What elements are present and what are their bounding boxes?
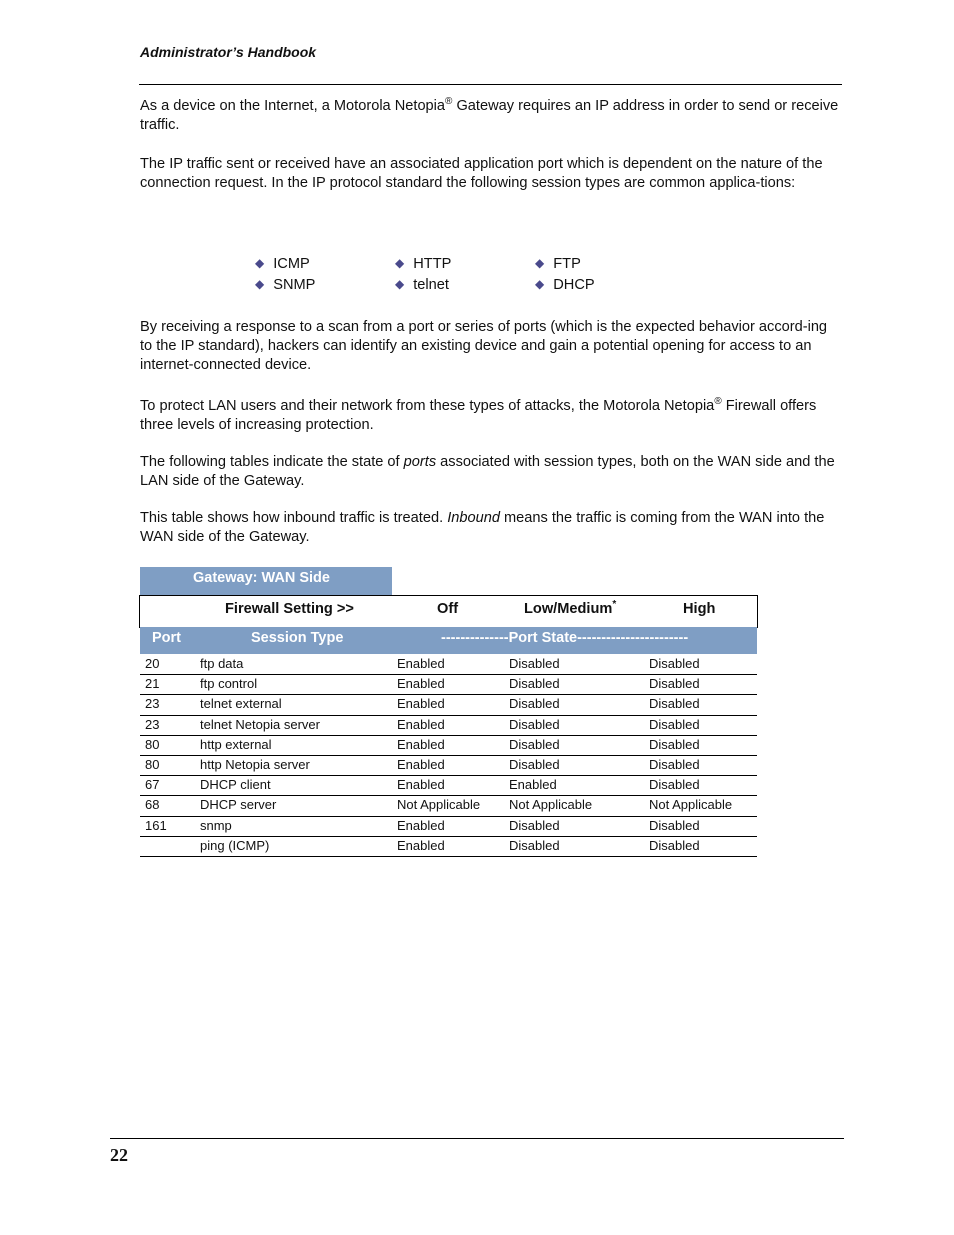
state-high-cell: Disabled [649, 696, 700, 712]
port-cell: 23 [145, 716, 160, 732]
level-high: High [683, 601, 716, 617]
session-type-cell: http external [200, 736, 272, 752]
state-off-cell: Enabled [397, 696, 445, 712]
list-item: ◆ DHCP [535, 277, 595, 293]
diamond-bullet-icon: ◆ [535, 277, 545, 291]
running-header: Administrator’s Handbook [140, 44, 317, 60]
session-type-cell: ping (ICMP) [200, 837, 270, 853]
state-off-cell: Enabled [397, 777, 445, 793]
list-item: ◆ telnet [395, 277, 449, 293]
state-high-cell: Disabled [649, 777, 700, 793]
state-low-medium-cell: Disabled [509, 837, 560, 853]
state-high-cell: Disabled [649, 716, 700, 732]
port-cell: 68 [145, 797, 160, 813]
port-cell: 80 [145, 756, 160, 772]
list-item: ◆ FTP [535, 256, 581, 272]
port-cell: 23 [145, 696, 160, 712]
state-high-cell: Disabled [649, 837, 700, 853]
port-cell: 20 [145, 656, 160, 671]
list-item: ◆ ICMP [255, 256, 310, 272]
table-row [140, 776, 757, 796]
session-type-cell: snmp [200, 817, 232, 833]
state-off-cell: Not Applicable [397, 797, 481, 813]
port-cell: 80 [145, 736, 160, 752]
footer-rule [110, 1138, 844, 1139]
state-high-cell: Disabled [649, 656, 700, 671]
list-item: ◆ HTTP [395, 256, 452, 272]
port-cell: 21 [145, 676, 160, 692]
state-low-medium-cell: Disabled [509, 696, 560, 712]
wan-port-table [140, 655, 757, 857]
paragraph-inbound: This table shows how inbound traffic is treated. Inbound means the traffic is coming from the WAN into the WAN side of the Gateway. [140, 510, 825, 545]
paragraph-intro: As a device on the Internet, a Motorola Netopia® Gateway requires an IP address in order to send or receive traffic. [140, 96, 839, 133]
state-low-medium-cell: Not Applicable [509, 797, 593, 813]
header-rule [139, 84, 842, 85]
port-cell: 161 [145, 817, 167, 833]
state-high-cell: Disabled [649, 676, 700, 692]
diamond-bullet-icon: ◆ [395, 256, 405, 270]
paragraph-scan: By receiving a response to a scan from a port or series of ports (which is the expected behavior accord-ing to the IP standard), hackers can identify an existing device and gain a potential opening for access to an internet-connected device. [140, 319, 828, 373]
state-high-cell: Disabled [649, 817, 700, 833]
session-type-cell: http Netopia server [200, 756, 310, 772]
session-type-cell: ftp control [200, 676, 258, 692]
table-row [140, 695, 757, 715]
state-low-medium-cell: Disabled [509, 676, 560, 692]
diamond-bullet-icon: ◆ [395, 277, 405, 291]
session-type-cell: telnet external [200, 696, 282, 712]
state-low-medium-cell: Disabled [509, 817, 560, 833]
session-type-cell: DHCP server [200, 797, 277, 813]
paragraph-ports: The IP traffic sent or received have an associated application port which is dependent on the nature of the connection request. In the IP protocol standard the following session types are common applica-tions: [140, 156, 823, 191]
table-row [140, 817, 757, 837]
paragraph-tables: The following tables indicate the state of ports associated with session types, both on the WAN side and the LAN side of the Gateway. [140, 454, 835, 489]
col-state-header: --------------Port State----------------------- [441, 630, 689, 646]
session-type-cell: telnet Netopia server [200, 716, 320, 732]
state-low-medium-cell: Disabled [509, 736, 560, 752]
state-high-cell: Disabled [649, 756, 700, 772]
table-title-tab: Gateway: WAN Side [140, 567, 392, 595]
col-port-header: Port [152, 630, 181, 646]
session-type-cell: ftp data [200, 656, 244, 671]
diamond-bullet-icon: ◆ [255, 256, 265, 270]
diamond-bullet-icon: ◆ [255, 277, 265, 291]
level-off: Off [437, 601, 459, 617]
firewall-setting-row [139, 595, 758, 628]
state-off-cell: Enabled [397, 837, 445, 853]
table-row [140, 796, 757, 816]
table-row [140, 756, 757, 776]
state-high-cell: Not Applicable [649, 797, 733, 813]
page-number: 22 [110, 1145, 128, 1165]
state-off-cell: Enabled [397, 676, 445, 692]
port-cell: 67 [145, 777, 160, 793]
state-off-cell: Enabled [397, 716, 445, 732]
state-high-cell: Disabled [649, 736, 700, 752]
level-low-medium: Low/Medium* [524, 599, 617, 617]
state-low-medium-cell: Disabled [509, 756, 560, 772]
state-off-cell: Enabled [397, 817, 445, 833]
col-session-header: Session Type [251, 630, 344, 646]
state-off-cell: Enabled [397, 756, 445, 772]
state-off-cell: Enabled [397, 736, 445, 752]
firewall-setting-label: Firewall Setting >> [225, 601, 354, 617]
state-low-medium-cell: Enabled [509, 777, 557, 793]
state-low-medium-cell: Disabled [509, 716, 560, 732]
list-item: ◆ SNMP [255, 277, 316, 293]
state-off-cell: Enabled [397, 656, 445, 671]
table-header-row [140, 627, 757, 654]
table-row [140, 716, 757, 736]
paragraph-protect: To protect LAN users and their network from these types of attacks, the Motorola Netopia® Firewall offers three levels of increasing protection. [140, 396, 817, 433]
session-type-cell: DHCP client [200, 777, 271, 793]
table-row [140, 655, 757, 675]
table-row [140, 736, 757, 756]
diamond-bullet-icon: ◆ [535, 256, 545, 270]
table-row [140, 837, 757, 857]
state-low-medium-cell: Disabled [509, 656, 560, 671]
table-row [140, 675, 757, 695]
